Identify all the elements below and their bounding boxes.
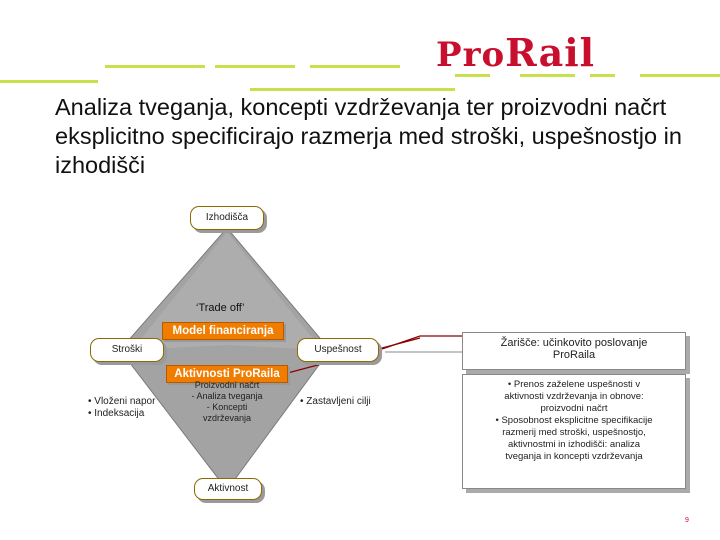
left-bullets — [88, 396, 155, 420]
panel-line: proizvodni načrt — [540, 403, 608, 414]
panel-line: tveganja in koncepti vzdrževanja — [505, 451, 643, 462]
node-stroski-label: Stroški — [111, 344, 143, 355]
node-izhodisca-label: Izhodišča — [205, 212, 249, 223]
panel-line: aktivnosti vzdrževanja in obnove: — [504, 391, 644, 402]
panel-line: • Prenos zaželene uspešnosti v — [507, 379, 641, 390]
connector-line-top — [382, 336, 462, 349]
focus-panel-body — [462, 374, 686, 489]
node-uspesnost-label: Uspešnost — [314, 344, 362, 355]
box-model-financiranja — [162, 322, 284, 340]
panel-line: aktivnostmi in izhodišči: analiza — [507, 439, 640, 450]
center-line: vzdrževanja — [202, 413, 252, 423]
center-line: - Analiza tveganja — [191, 391, 263, 401]
right-bullet: • Zastavljeni cilji — [300, 396, 371, 407]
box-aktivnosti-prorail-label: Aktivnosti ProRaila — [174, 368, 280, 380]
center-line: - Koncepti — [206, 402, 248, 412]
left-bullet: • Indeksacija — [88, 408, 145, 419]
node-aktivnost — [194, 478, 262, 500]
box-model-financiranja-label: Model financiranja — [172, 325, 274, 337]
node-aktivnost-label: Aktivnost — [207, 483, 249, 494]
node-stroski — [90, 338, 164, 362]
panel-line: • Sposobnost eksplicitne specifikacije — [495, 415, 653, 426]
logo-text-rail: Rail — [505, 30, 596, 75]
trade-off-label: ‘Trade off’ — [196, 302, 245, 314]
panel-line: razmerij med stroški, uspešnostjo, — [502, 427, 646, 438]
panel-bullet-block — [463, 379, 685, 463]
node-uspesnost — [297, 338, 379, 362]
panel-header-line: ProRaila — [552, 349, 596, 361]
focus-panel-header — [462, 332, 686, 370]
page-number: 9 — [685, 517, 689, 524]
node-izhodisca — [190, 206, 264, 230]
slide-title: Analiza tveganja, koncepti vzdrževanja ter proizvodni načrt eksplicitno specificirajo razmerja med stroški, uspešnostjo in izhodišči — [55, 94, 682, 178]
center-line: Proizvodni načrt — [194, 380, 260, 390]
panel-header-line: Žarišče: učinkovito poslovanje — [500, 337, 648, 349]
left-bullet: • Vloženi napor — [88, 396, 156, 407]
logo-text-pro: Pro — [436, 35, 506, 75]
center-text — [176, 380, 278, 424]
